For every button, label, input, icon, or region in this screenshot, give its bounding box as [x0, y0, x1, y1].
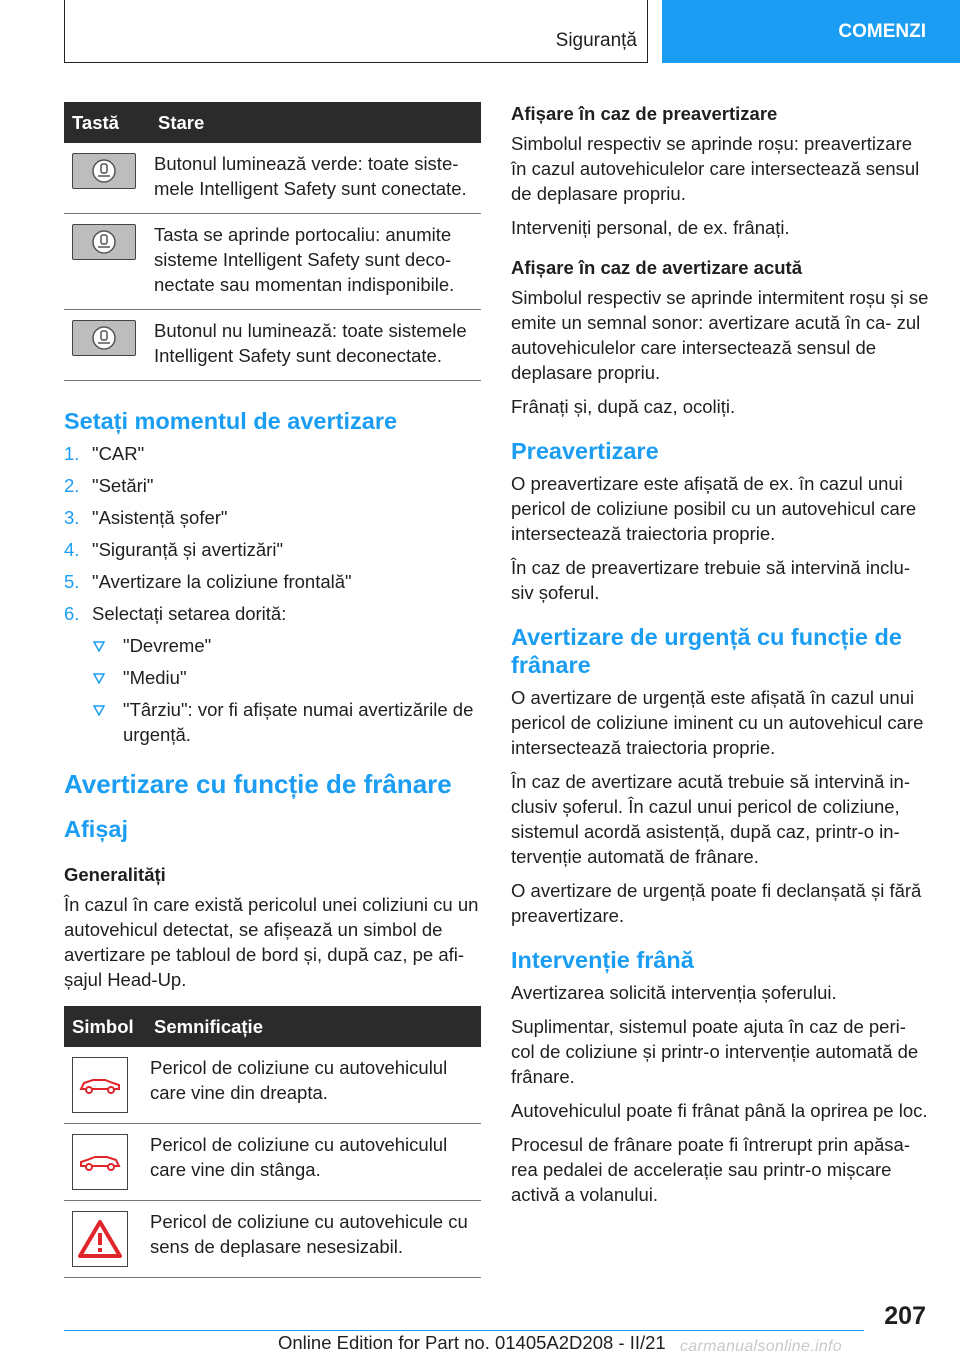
heading-afisaj: Afișaj: [64, 816, 128, 842]
paragraph-general: În cazul în care există pericolul unei coliziuni cu un autovehicul detectat, se afișează un simbol de avertizare pe tabloul de bord și, după caz, pe afi- șajul Head-Up.: [64, 894, 479, 990]
heading-generalitati: Generalități: [64, 864, 166, 885]
paragraph: Simbolul respectiv se aprinde intermitent roșu și se emite un semnal sonor: avertizare acută în ca- zul autovehiculelor care intersectează sensul de deplasare propriu.: [511, 287, 929, 383]
table-header-cell: Stare: [150, 102, 481, 143]
page-number: 207: [884, 1302, 926, 1330]
table-cell: Tasta se aprinde portocaliu: anumite sisteme Intelligent Safety sunt deco- nectate sau momentan indisponibile.: [150, 214, 481, 310]
paragraph: Avertizarea solicită intervenția șoferului.: [511, 982, 837, 1003]
table-cell: Butonul nu luminează: toate sistemele Intelligent Safety sunt deconectate.: [150, 310, 481, 381]
list-item: 3. "Asistență șofer": [64, 507, 228, 528]
list-item: 5. "Avertizare la coliziune frontală": [64, 571, 352, 592]
triangle-bullet-icon: [93, 665, 123, 690]
options-list: [93, 633, 481, 747]
paragraph: Autovehiculul poate fi frânat până la oprirea pe loc.: [511, 1100, 928, 1121]
table-cell: Pericol de coliziune cu autovehiculul care vine din dreapta.: [146, 1047, 481, 1124]
table-header-row: [64, 1006, 481, 1047]
list-item: 6. Selectați setarea dorită:: [64, 603, 287, 624]
safety-key-green-icon: [72, 153, 136, 189]
heading-interventie: Intervenție frână: [511, 947, 694, 973]
footer-divider: [64, 1330, 864, 1331]
table-header-cell: Simbol: [64, 1006, 146, 1047]
table-row: [64, 310, 481, 381]
chapter-tab: COMENZI: [662, 0, 960, 63]
table-row: [64, 1201, 481, 1278]
paragraph: Interveniți personal, de ex. frânați.: [511, 217, 790, 238]
paragraph: Suplimentar, sistemul poate ajuta în caz de peri- col de coliziune și printr-o intervenție automată de frânare.: [511, 1016, 919, 1087]
left-column: [64, 102, 481, 1278]
steps-list: [64, 441, 481, 626]
table-header-cell: Tastă: [64, 102, 150, 143]
table-row: [64, 1047, 481, 1124]
list-item: "Mediu": [93, 665, 481, 690]
symbol-table: [64, 1006, 481, 1278]
right-column: [511, 102, 931, 1216]
paragraph: O avertizare de urgență este afișată în cazul unui pericol de coliziune iminent cu un autovehicul care intersectează traiectoria proprie.: [511, 687, 924, 758]
table-cell: Pericol de coliziune cu autovehiculul care vine din stânga.: [146, 1124, 481, 1201]
paragraph: Simbolul respectiv se aprinde roșu: preavertizare în cazul autovehiculelor care intersectează sensul de deplasare propriu.: [511, 133, 920, 204]
table-header-cell: Semnificație: [146, 1006, 481, 1047]
heading-acute-display: Afișare în caz de avertizare acută: [511, 257, 803, 278]
table-header-row: [64, 102, 481, 143]
list-item: 1. "CAR": [64, 443, 145, 464]
footer-edition: Online Edition for Part no. 01405A2D208 - II/21: [278, 1332, 666, 1353]
paragraph: În caz de preavertizare trebuie să intervină inclu- siv șoferul.: [511, 557, 910, 603]
safety-key-orange-icon: [72, 224, 136, 260]
table-row: [64, 143, 481, 214]
section-header-box: [64, 0, 648, 63]
paragraph: Frânați și, după caz, ocoliți.: [511, 396, 736, 417]
car-right-icon: [72, 1057, 128, 1113]
heading-avertizare: Avertizare cu funcție de frânare: [64, 769, 452, 799]
warning-triangle-icon: [72, 1211, 128, 1267]
list-item: "Târziu": vor fi afișate numai avertizările de urgență.: [93, 697, 481, 747]
section-title: Siguranță: [555, 30, 637, 51]
heading-urgent: Avertizare de urgență cu funcție de frânare: [511, 624, 902, 678]
watermark: carmanualsonline.info: [680, 1338, 842, 1355]
list-item: "Devreme": [93, 633, 481, 658]
heading-setati: Setați momentul de avertizare: [64, 408, 398, 434]
table-cell: Butonul luminează verde: toate siste- mele Intelligent Safety sunt conectate.: [150, 143, 481, 214]
triangle-bullet-icon: [93, 633, 123, 658]
paragraph: Procesul de frânare poate fi întrerupt prin apăsa- rea pedalei de accelerație sau printr-o mișcare activă a volanului.: [511, 1134, 911, 1205]
paragraph: O preavertizare este afișată de ex. în cazul unui pericol de coliziune posibil cu un autovehicul care intersectează traiectoria proprie.: [511, 473, 917, 544]
list-item: 2. "Setări": [64, 475, 154, 496]
paragraph: În caz de avertizare acută trebuie să intervină in- clusiv șoferul. În cazul unui pericol de coliziune, sistemul acordă asistență, după caz, printr-o in- tervenție automată de frânare.: [511, 771, 910, 867]
status-table: [64, 102, 481, 381]
car-left-icon: [72, 1134, 128, 1190]
table-cell: Pericol de coliziune cu autovehicule cu sens de deplasare nesesizabil.: [146, 1201, 481, 1278]
table-row: [64, 1124, 481, 1201]
paragraph: O avertizare de urgență poate fi declanșată și fără preavertizare.: [511, 880, 922, 926]
safety-key-off-icon: [72, 320, 136, 356]
table-row: [64, 214, 481, 310]
heading-preavertizare: Preavertizare: [511, 438, 659, 464]
list-item: 4. "Siguranță și avertizări": [64, 539, 284, 560]
heading-preav-display: Afișare în caz de preavertizare: [511, 103, 778, 124]
triangle-bullet-icon: [93, 697, 123, 747]
